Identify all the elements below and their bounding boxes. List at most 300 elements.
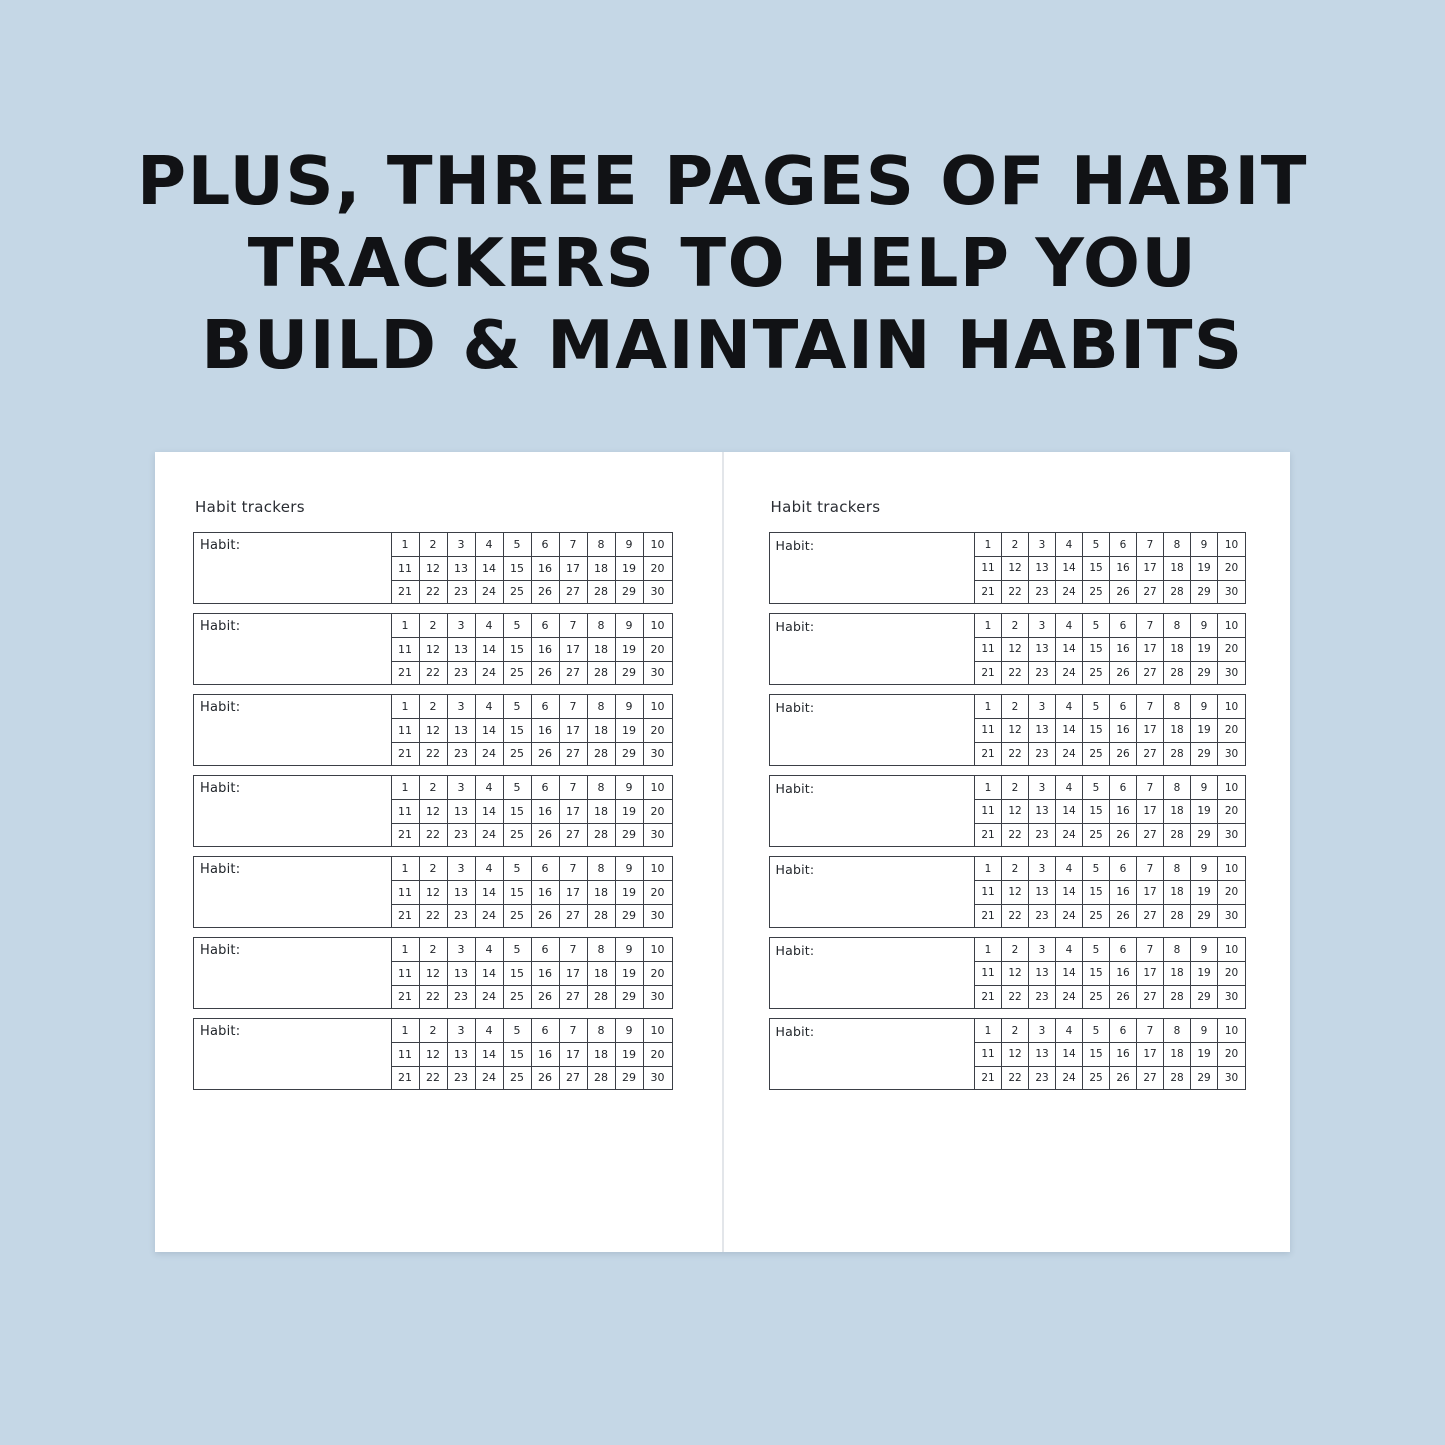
day-cell[interactable]: 6: [532, 533, 560, 556]
day-cell[interactable]: 27: [560, 580, 588, 603]
day-cell[interactable]: 18: [1164, 1042, 1191, 1065]
day-cell[interactable]: 21: [975, 985, 1002, 1008]
day-cell[interactable]: 20: [644, 718, 672, 741]
day-cell[interactable]: 30: [1218, 904, 1245, 927]
day-cell[interactable]: 19: [616, 961, 644, 984]
day-cell[interactable]: 16: [532, 637, 560, 660]
day-cell[interactable]: 7: [1137, 776, 1164, 799]
day-cell[interactable]: 15: [1083, 637, 1110, 660]
day-cell[interactable]: 5: [1083, 695, 1110, 718]
day-cell[interactable]: 23: [1029, 1066, 1056, 1089]
day-cell[interactable]: 14: [1056, 961, 1083, 984]
day-cell[interactable]: 19: [1191, 799, 1218, 822]
day-cell[interactable]: 12: [1002, 799, 1029, 822]
day-cell[interactable]: 8: [1164, 857, 1191, 880]
day-cell[interactable]: 12: [1002, 556, 1029, 579]
day-cell[interactable]: 26: [1110, 742, 1137, 765]
day-cell[interactable]: 9: [1191, 857, 1218, 880]
day-cell[interactable]: 10: [650, 862, 665, 876]
day-cell[interactable]: 26: [1110, 985, 1137, 1008]
day-cell[interactable]: 5: [1083, 776, 1110, 799]
day-cell[interactable]: 15: [1083, 799, 1110, 822]
day-cell[interactable]: 30: [644, 580, 672, 603]
day-cell[interactable]: 25: [1083, 1066, 1110, 1089]
day-cell[interactable]: 14: [476, 1042, 504, 1065]
day-cell[interactable]: 21: [392, 985, 420, 1008]
day-cell[interactable]: 5: [1083, 938, 1110, 961]
day-cell[interactable]: 21: [975, 904, 1002, 927]
day-cell[interactable]: 20: [644, 556, 672, 579]
day-cell[interactable]: 7: [1137, 614, 1164, 637]
day-cell[interactable]: 23: [1029, 742, 1056, 765]
day-cell[interactable]: 23: [448, 661, 476, 684]
day-cell[interactable]: 23: [1029, 904, 1056, 927]
day-cell[interactable]: 10: [1224, 700, 1239, 713]
day-cell[interactable]: 2: [1002, 614, 1029, 637]
day-cell[interactable]: 29: [1191, 580, 1218, 603]
day-cell[interactable]: 19: [616, 637, 644, 660]
day-cell[interactable]: 1: [392, 776, 420, 799]
day-cell[interactable]: 2: [1002, 857, 1029, 880]
day-cell[interactable]: 6: [532, 938, 560, 961]
day-cell[interactable]: 16: [1110, 799, 1137, 822]
day-cell[interactable]: 24: [1056, 904, 1083, 927]
day-cell[interactable]: 24: [476, 823, 504, 846]
day-cell[interactable]: 4: [476, 857, 504, 880]
day-cell[interactable]: 1: [975, 614, 1002, 637]
day-cell[interactable]: 15: [1083, 961, 1110, 984]
day-cell[interactable]: 26: [1110, 580, 1137, 603]
day-cell[interactable]: 13: [448, 961, 476, 984]
day-cell[interactable]: 30: [644, 904, 672, 927]
day-cell[interactable]: 25: [504, 985, 532, 1008]
day-cell[interactable]: 15: [1083, 718, 1110, 741]
day-cell[interactable]: 24: [1056, 985, 1083, 1008]
day-cell[interactable]: 11: [975, 637, 1002, 660]
day-cell[interactable]: 10: [1224, 781, 1239, 794]
day-cell[interactable]: 14: [1056, 637, 1083, 660]
day-cell[interactable]: 11: [975, 1042, 1002, 1065]
day-cell[interactable]: 3: [448, 938, 476, 961]
day-cell[interactable]: 4: [1056, 1019, 1083, 1042]
day-cell[interactable]: 5: [1083, 614, 1110, 637]
day-cell[interactable]: 4: [476, 1019, 504, 1042]
day-cell[interactable]: 19: [616, 718, 644, 741]
day-cell[interactable]: 1: [975, 695, 1002, 718]
day-cell[interactable]: 10: [650, 538, 665, 552]
day-cell[interactable]: 25: [1083, 661, 1110, 684]
day-cell[interactable]: 10: [1224, 1024, 1239, 1037]
day-cell[interactable]: 21: [392, 580, 420, 603]
day-cell[interactable]: 10: [1224, 943, 1239, 956]
day-cell[interactable]: 4: [476, 614, 504, 637]
day-cell[interactable]: 12: [420, 799, 448, 822]
day-cell[interactable]: 3: [1029, 533, 1056, 556]
day-cell[interactable]: 4: [1056, 533, 1083, 556]
day-cell[interactable]: 3: [448, 695, 476, 718]
day-cell[interactable]: 11: [392, 880, 420, 903]
day-cell[interactable]: 2: [420, 938, 448, 961]
day-cell[interactable]: 25: [1083, 904, 1110, 927]
day-cell[interactable]: 14: [1056, 799, 1083, 822]
day-cell[interactable]: 21: [392, 823, 420, 846]
day-cell[interactable]: 9: [616, 857, 644, 880]
day-cell[interactable]: 8: [1164, 695, 1191, 718]
day-cell[interactable]: 30: [1218, 823, 1245, 846]
day-cell[interactable]: 5: [504, 1019, 532, 1042]
day-cell[interactable]: 22: [420, 580, 448, 603]
day-cell[interactable]: 24: [1056, 661, 1083, 684]
day-cell[interactable]: 9: [616, 533, 644, 556]
day-cell[interactable]: 5: [504, 533, 532, 556]
day-cell[interactable]: 4: [476, 533, 504, 556]
day-cell[interactable]: 18: [1164, 718, 1191, 741]
day-cell[interactable]: 30: [1218, 742, 1245, 765]
day-cell[interactable]: 8: [588, 695, 616, 718]
day-cell[interactable]: 20: [1218, 1042, 1245, 1065]
day-cell[interactable]: 7: [1137, 695, 1164, 718]
day-cell[interactable]: 26: [532, 904, 560, 927]
day-cell[interactable]: 1: [392, 533, 420, 556]
day-cell[interactable]: 4: [476, 776, 504, 799]
day-cell[interactable]: 17: [1137, 637, 1164, 660]
day-cell[interactable]: 27: [1137, 985, 1164, 1008]
day-cell[interactable]: 28: [1164, 742, 1191, 765]
day-cell[interactable]: 22: [1002, 985, 1029, 1008]
day-cell[interactable]: 23: [1029, 580, 1056, 603]
day-cell[interactable]: 29: [1191, 661, 1218, 684]
day-cell[interactable]: 25: [504, 904, 532, 927]
day-cell[interactable]: 10: [1224, 862, 1239, 875]
day-cell[interactable]: 9: [1191, 614, 1218, 637]
day-cell[interactable]: 6: [1110, 1019, 1137, 1042]
day-cell[interactable]: 6: [532, 1019, 560, 1042]
day-cell[interactable]: 19: [616, 556, 644, 579]
day-cell[interactable]: 2: [1002, 776, 1029, 799]
day-cell[interactable]: 21: [392, 1066, 420, 1089]
day-cell[interactable]: 11: [392, 718, 420, 741]
day-cell[interactable]: 19: [1191, 556, 1218, 579]
day-cell[interactable]: 17: [560, 1042, 588, 1065]
day-cell[interactable]: 28: [588, 742, 616, 765]
day-cell[interactable]: 10: [1224, 538, 1239, 551]
day-cell[interactable]: 27: [560, 823, 588, 846]
day-cell[interactable]: 15: [1083, 1042, 1110, 1065]
day-cell[interactable]: 19: [1191, 1042, 1218, 1065]
day-cell[interactable]: 19: [1191, 880, 1218, 903]
day-cell[interactable]: 4: [476, 938, 504, 961]
day-cell[interactable]: 15: [504, 718, 532, 741]
day-cell[interactable]: 16: [532, 718, 560, 741]
day-cell[interactable]: 25: [1083, 580, 1110, 603]
day-cell[interactable]: 8: [1164, 938, 1191, 961]
day-cell[interactable]: 12: [1002, 718, 1029, 741]
day-cell[interactable]: 20: [644, 1042, 672, 1065]
day-cell[interactable]: 3: [1029, 776, 1056, 799]
day-cell[interactable]: 1: [392, 614, 420, 637]
day-cell[interactable]: 26: [1110, 904, 1137, 927]
day-cell[interactable]: 23: [448, 904, 476, 927]
day-cell[interactable]: 30: [644, 823, 672, 846]
day-cell[interactable]: 19: [616, 880, 644, 903]
day-cell[interactable]: 5: [504, 938, 532, 961]
day-cell[interactable]: 14: [1056, 556, 1083, 579]
day-cell[interactable]: 7: [1137, 857, 1164, 880]
day-cell[interactable]: 28: [1164, 580, 1191, 603]
day-cell[interactable]: 18: [588, 556, 616, 579]
day-cell[interactable]: 16: [1110, 961, 1137, 984]
day-cell[interactable]: 27: [560, 661, 588, 684]
day-cell[interactable]: 1: [392, 695, 420, 718]
day-cell[interactable]: 3: [448, 1019, 476, 1042]
day-cell[interactable]: 26: [1110, 661, 1137, 684]
day-cell[interactable]: 12: [1002, 1042, 1029, 1065]
day-cell[interactable]: 14: [1056, 1042, 1083, 1065]
day-cell[interactable]: 17: [560, 637, 588, 660]
day-cell[interactable]: 16: [1110, 637, 1137, 660]
day-cell[interactable]: 10: [1224, 619, 1239, 632]
day-cell[interactable]: 24: [476, 742, 504, 765]
day-cell[interactable]: 24: [476, 1066, 504, 1089]
day-cell[interactable]: 13: [1029, 1042, 1056, 1065]
day-cell[interactable]: 4: [1056, 776, 1083, 799]
day-cell[interactable]: 26: [532, 661, 560, 684]
day-cell[interactable]: 11: [392, 961, 420, 984]
day-cell[interactable]: 23: [1029, 661, 1056, 684]
day-cell[interactable]: 4: [1056, 857, 1083, 880]
day-cell[interactable]: 11: [975, 961, 1002, 984]
day-cell[interactable]: 3: [1029, 695, 1056, 718]
day-cell[interactable]: 5: [504, 614, 532, 637]
day-cell[interactable]: 21: [975, 742, 1002, 765]
day-cell[interactable]: 3: [448, 614, 476, 637]
day-cell[interactable]: 28: [588, 985, 616, 1008]
day-cell[interactable]: 7: [1137, 1019, 1164, 1042]
day-cell[interactable]: 29: [1191, 823, 1218, 846]
day-cell[interactable]: 12: [420, 961, 448, 984]
day-cell[interactable]: 6: [532, 614, 560, 637]
day-cell[interactable]: 6: [1110, 938, 1137, 961]
day-cell[interactable]: 18: [588, 961, 616, 984]
day-cell[interactable]: 3: [1029, 938, 1056, 961]
day-cell[interactable]: 29: [1191, 985, 1218, 1008]
day-cell[interactable]: 7: [560, 776, 588, 799]
day-cell[interactable]: 18: [1164, 556, 1191, 579]
day-cell[interactable]: 29: [616, 985, 644, 1008]
day-cell[interactable]: 21: [975, 823, 1002, 846]
day-cell[interactable]: 15: [504, 556, 532, 579]
day-cell[interactable]: 3: [1029, 614, 1056, 637]
day-cell[interactable]: 12: [1002, 961, 1029, 984]
day-cell[interactable]: 28: [588, 580, 616, 603]
day-cell[interactable]: 21: [392, 742, 420, 765]
day-cell[interactable]: 3: [1029, 1019, 1056, 1042]
day-cell[interactable]: 4: [1056, 614, 1083, 637]
day-cell[interactable]: 23: [1029, 985, 1056, 1008]
day-cell[interactable]: 6: [1110, 533, 1137, 556]
day-cell[interactable]: 5: [1083, 1019, 1110, 1042]
day-cell[interactable]: 11: [975, 556, 1002, 579]
day-cell[interactable]: 20: [1218, 718, 1245, 741]
day-cell[interactable]: 5: [504, 857, 532, 880]
day-cell[interactable]: 17: [560, 961, 588, 984]
day-cell[interactable]: 6: [1110, 857, 1137, 880]
day-cell[interactable]: 19: [616, 799, 644, 822]
day-cell[interactable]: 27: [560, 742, 588, 765]
day-cell[interactable]: 22: [420, 823, 448, 846]
day-cell[interactable]: 25: [504, 823, 532, 846]
day-cell[interactable]: 2: [1002, 938, 1029, 961]
day-cell[interactable]: 22: [420, 904, 448, 927]
day-cell[interactable]: 15: [504, 637, 532, 660]
day-cell[interactable]: 30: [644, 661, 672, 684]
day-cell[interactable]: 27: [560, 985, 588, 1008]
day-cell[interactable]: 7: [560, 695, 588, 718]
day-cell[interactable]: 28: [1164, 904, 1191, 927]
day-cell[interactable]: 28: [588, 1066, 616, 1089]
day-cell[interactable]: 27: [560, 1066, 588, 1089]
day-cell[interactable]: 9: [616, 614, 644, 637]
day-cell[interactable]: 13: [448, 880, 476, 903]
day-cell[interactable]: 26: [532, 823, 560, 846]
day-cell[interactable]: 18: [588, 799, 616, 822]
day-cell[interactable]: 8: [1164, 776, 1191, 799]
day-cell[interactable]: 9: [1191, 1019, 1218, 1042]
day-cell[interactable]: 17: [1137, 1042, 1164, 1065]
day-cell[interactable]: 14: [476, 880, 504, 903]
day-cell[interactable]: 16: [532, 1042, 560, 1065]
day-cell[interactable]: 17: [1137, 799, 1164, 822]
day-cell[interactable]: 10: [650, 1024, 665, 1038]
day-cell[interactable]: 25: [1083, 742, 1110, 765]
day-cell[interactable]: 26: [1110, 1066, 1137, 1089]
day-cell[interactable]: 18: [1164, 880, 1191, 903]
day-cell[interactable]: 18: [1164, 637, 1191, 660]
day-cell[interactable]: 22: [1002, 742, 1029, 765]
day-cell[interactable]: 5: [1083, 533, 1110, 556]
day-cell[interactable]: 6: [532, 857, 560, 880]
day-cell[interactable]: 8: [588, 533, 616, 556]
day-cell[interactable]: 17: [1137, 880, 1164, 903]
day-cell[interactable]: 29: [616, 742, 644, 765]
day-cell[interactable]: 26: [532, 580, 560, 603]
day-cell[interactable]: 14: [476, 961, 504, 984]
day-cell[interactable]: 29: [1191, 1066, 1218, 1089]
day-cell[interactable]: 2: [1002, 695, 1029, 718]
day-cell[interactable]: 21: [975, 661, 1002, 684]
day-cell[interactable]: 2: [1002, 533, 1029, 556]
day-cell[interactable]: 15: [504, 880, 532, 903]
day-cell[interactable]: 2: [420, 533, 448, 556]
day-cell[interactable]: 15: [504, 799, 532, 822]
day-cell[interactable]: 25: [1083, 823, 1110, 846]
day-cell[interactable]: 30: [1218, 1066, 1245, 1089]
day-cell[interactable]: 8: [588, 857, 616, 880]
day-cell[interactable]: 22: [420, 742, 448, 765]
day-cell[interactable]: 13: [448, 1042, 476, 1065]
day-cell[interactable]: 29: [616, 823, 644, 846]
day-cell[interactable]: 30: [644, 985, 672, 1008]
day-cell[interactable]: 7: [560, 1019, 588, 1042]
day-cell[interactable]: 7: [560, 614, 588, 637]
day-cell[interactable]: 14: [476, 556, 504, 579]
day-cell[interactable]: 11: [392, 1042, 420, 1065]
day-cell[interactable]: 2: [420, 695, 448, 718]
day-cell[interactable]: 9: [616, 695, 644, 718]
day-cell[interactable]: 14: [476, 718, 504, 741]
day-cell[interactable]: 1: [392, 1019, 420, 1042]
day-cell[interactable]: 24: [1056, 580, 1083, 603]
day-cell[interactable]: 22: [1002, 580, 1029, 603]
day-cell[interactable]: 12: [420, 718, 448, 741]
day-cell[interactable]: 23: [448, 823, 476, 846]
day-cell[interactable]: 23: [448, 1066, 476, 1089]
day-cell[interactable]: 11: [975, 880, 1002, 903]
day-cell[interactable]: 13: [448, 637, 476, 660]
day-cell[interactable]: 29: [616, 1066, 644, 1089]
day-cell[interactable]: 22: [420, 1066, 448, 1089]
day-cell[interactable]: 26: [532, 985, 560, 1008]
day-cell[interactable]: 3: [448, 776, 476, 799]
day-cell[interactable]: 11: [975, 799, 1002, 822]
day-cell[interactable]: 8: [1164, 1019, 1191, 1042]
day-cell[interactable]: 9: [1191, 695, 1218, 718]
day-cell[interactable]: 1: [975, 1019, 1002, 1042]
day-cell[interactable]: 11: [392, 799, 420, 822]
day-cell[interactable]: 16: [532, 556, 560, 579]
day-cell[interactable]: 25: [504, 580, 532, 603]
day-cell[interactable]: 28: [1164, 661, 1191, 684]
day-cell[interactable]: 8: [1164, 614, 1191, 637]
day-cell[interactable]: 12: [1002, 880, 1029, 903]
day-cell[interactable]: 29: [616, 580, 644, 603]
day-cell[interactable]: 17: [1137, 718, 1164, 741]
day-cell[interactable]: 4: [1056, 938, 1083, 961]
day-cell[interactable]: 5: [1083, 857, 1110, 880]
day-cell[interactable]: 2: [420, 857, 448, 880]
day-cell[interactable]: 18: [588, 880, 616, 903]
day-cell[interactable]: 26: [532, 1066, 560, 1089]
day-cell[interactable]: 23: [448, 985, 476, 1008]
day-cell[interactable]: 16: [1110, 1042, 1137, 1065]
day-cell[interactable]: 10: [650, 619, 665, 633]
day-cell[interactable]: 24: [476, 661, 504, 684]
day-cell[interactable]: 15: [1083, 556, 1110, 579]
day-cell[interactable]: 20: [1218, 961, 1245, 984]
day-cell[interactable]: 30: [1218, 580, 1245, 603]
day-cell[interactable]: 30: [1218, 985, 1245, 1008]
day-cell[interactable]: 1: [975, 776, 1002, 799]
day-cell[interactable]: 8: [588, 938, 616, 961]
day-cell[interactable]: 22: [420, 985, 448, 1008]
day-cell[interactable]: 1: [975, 533, 1002, 556]
day-cell[interactable]: 19: [616, 1042, 644, 1065]
day-cell[interactable]: 14: [476, 637, 504, 660]
day-cell[interactable]: 20: [1218, 556, 1245, 579]
day-cell[interactable]: 13: [448, 556, 476, 579]
day-cell[interactable]: 28: [588, 904, 616, 927]
day-cell[interactable]: 1: [392, 938, 420, 961]
day-cell[interactable]: 11: [392, 556, 420, 579]
day-cell[interactable]: 5: [504, 776, 532, 799]
day-cell[interactable]: 26: [532, 742, 560, 765]
day-cell[interactable]: 27: [1137, 580, 1164, 603]
day-cell[interactable]: 10: [650, 781, 665, 795]
day-cell[interactable]: 1: [975, 857, 1002, 880]
day-cell[interactable]: 7: [1137, 938, 1164, 961]
day-cell[interactable]: 8: [588, 776, 616, 799]
day-cell[interactable]: 17: [560, 556, 588, 579]
